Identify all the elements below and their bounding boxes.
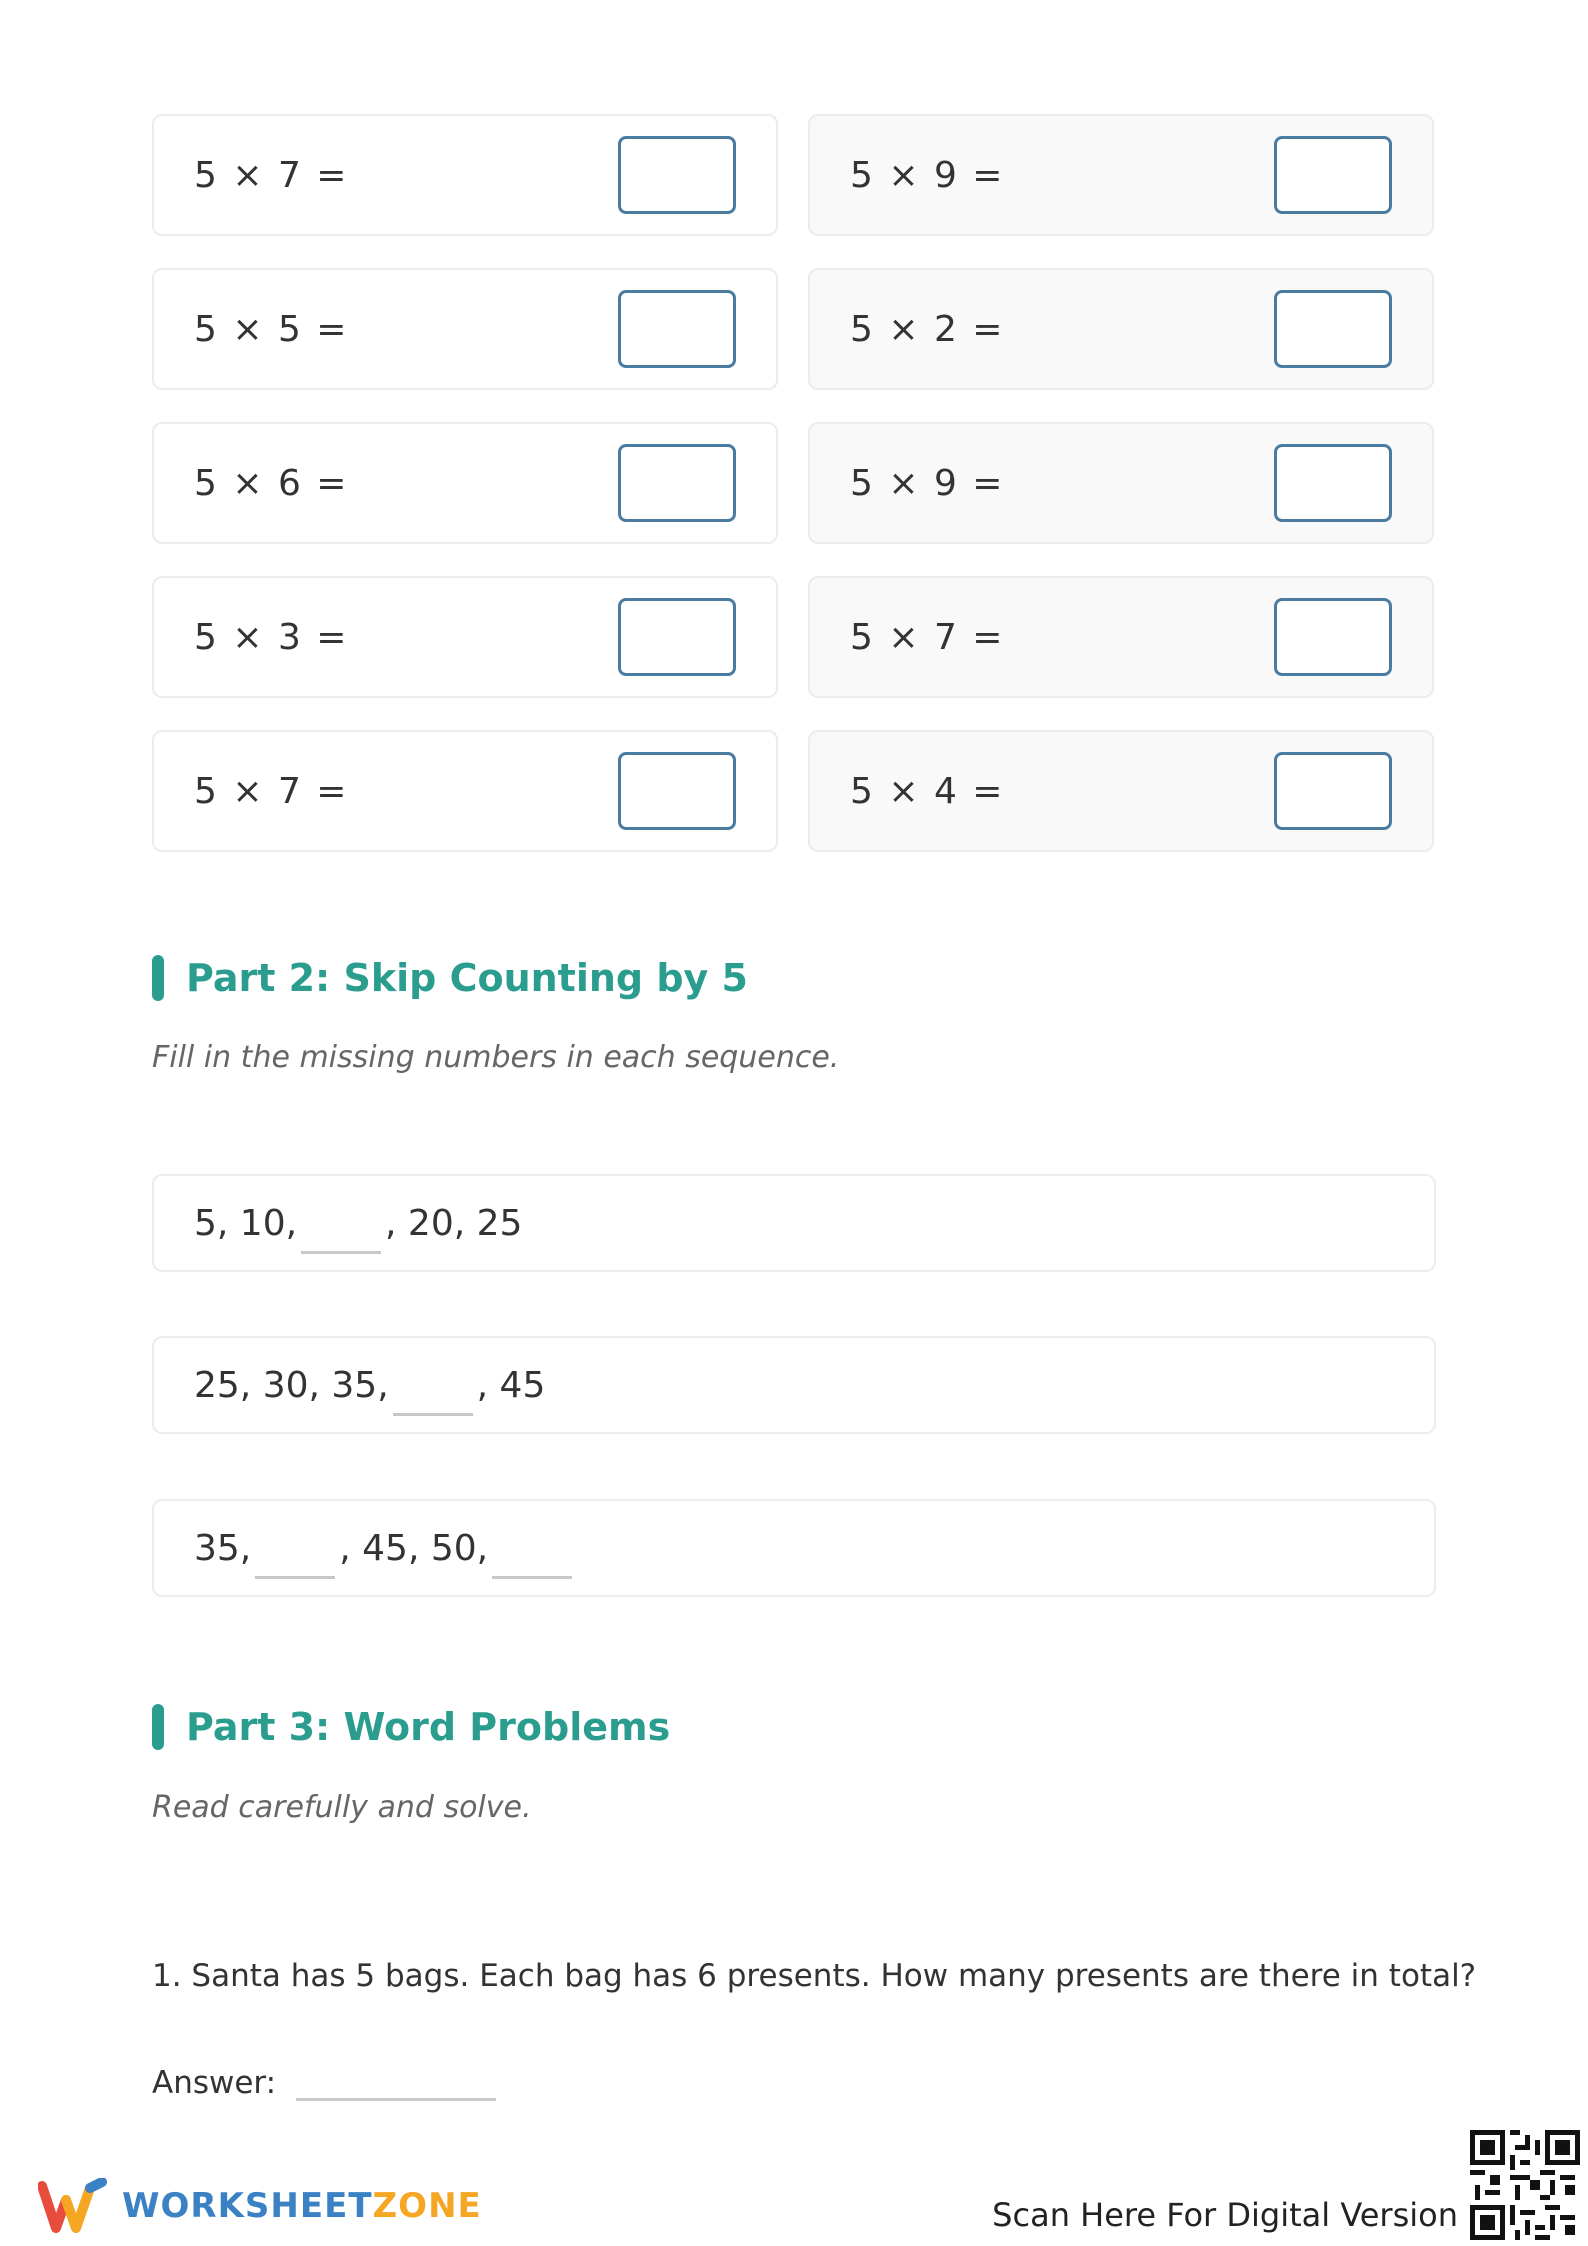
answer-input-line[interactable]	[296, 2048, 496, 2101]
equation: 5 × 5 =	[194, 308, 349, 350]
sequence-text: , 45, 50,	[339, 1527, 489, 1569]
blank-input[interactable]	[301, 1221, 381, 1254]
answer-box[interactable]	[618, 598, 736, 676]
answer-box[interactable]	[1274, 598, 1392, 676]
answer-box[interactable]	[618, 136, 736, 214]
multiplication-grid	[152, 114, 1434, 852]
sequence-text: , 45	[476, 1364, 546, 1406]
worksheetzone-logo	[38, 2178, 482, 2234]
sequence-text: , 20, 25	[385, 1202, 523, 1244]
equation: 5 × 6 =	[194, 462, 349, 504]
sequence-text: 5, 10,	[194, 1202, 298, 1244]
multiplication-card	[808, 422, 1434, 544]
sequence-row	[152, 1336, 1436, 1434]
part3-title: Part 3: Word Problems	[186, 1705, 671, 1749]
scan-caption: Scan Here For Digital Version	[992, 2196, 1458, 2234]
section-accent-bar	[152, 955, 164, 1001]
logo-text-worksheet: WORKSHEET	[122, 2186, 373, 2226]
multiplication-card	[152, 576, 778, 698]
sequence-row	[152, 1174, 1436, 1272]
blank-input[interactable]	[492, 1546, 572, 1579]
blank-input[interactable]	[255, 1546, 335, 1579]
equation: 5 × 2 =	[850, 308, 1005, 350]
part3-header	[152, 1704, 670, 1750]
equation: 5 × 7 =	[194, 770, 349, 812]
answer-box[interactable]	[618, 752, 736, 830]
answer-box[interactable]	[618, 444, 736, 522]
answer-box[interactable]	[1274, 136, 1392, 214]
answer-box[interactable]	[1274, 444, 1392, 522]
part2-title: Part 2: Skip Counting by 5	[186, 956, 748, 1000]
equation: 5 × 9 =	[850, 462, 1005, 504]
blank-input[interactable]	[393, 1383, 473, 1416]
word-problem: 1. Santa has 5 bags. Each bag has 6 presents. How many presents are there in total?	[152, 1958, 1477, 1994]
multiplication-card	[808, 114, 1434, 236]
equation: 5 × 3 =	[194, 616, 349, 658]
answer-box[interactable]	[618, 290, 736, 368]
equation: 5 × 4 =	[850, 770, 1005, 812]
answer-label: Answer:	[152, 2065, 277, 2101]
equation: 5 × 7 =	[850, 616, 1005, 658]
answer-box[interactable]	[1274, 290, 1392, 368]
answer-box[interactable]	[1274, 752, 1392, 830]
equation: 5 × 7 =	[194, 154, 349, 196]
part2-instruction: Fill in the missing numbers in each sequence.	[152, 1040, 840, 1075]
multiplication-card	[152, 422, 778, 544]
logo-text	[122, 2186, 482, 2226]
multiplication-card	[152, 730, 778, 852]
part3-instruction: Read carefully and solve.	[152, 1790, 532, 1825]
qr-code-icon	[1470, 2130, 1580, 2240]
logo-text-zone: ZONE	[372, 2186, 482, 2226]
multiplication-card	[808, 268, 1434, 390]
logo-w-icon	[38, 2178, 108, 2234]
multiplication-card	[808, 730, 1434, 852]
sequence-text: 25, 30, 35,	[194, 1364, 389, 1406]
sequence-row	[152, 1499, 1436, 1597]
part2-header	[152, 955, 748, 1001]
section-accent-bar	[152, 1704, 164, 1750]
multiplication-card	[808, 576, 1434, 698]
multiplication-card	[152, 114, 778, 236]
multiplication-card	[152, 268, 778, 390]
equation: 5 × 9 =	[850, 154, 1005, 196]
answer-row	[152, 2048, 496, 2101]
sequence-text: 35,	[194, 1527, 252, 1569]
